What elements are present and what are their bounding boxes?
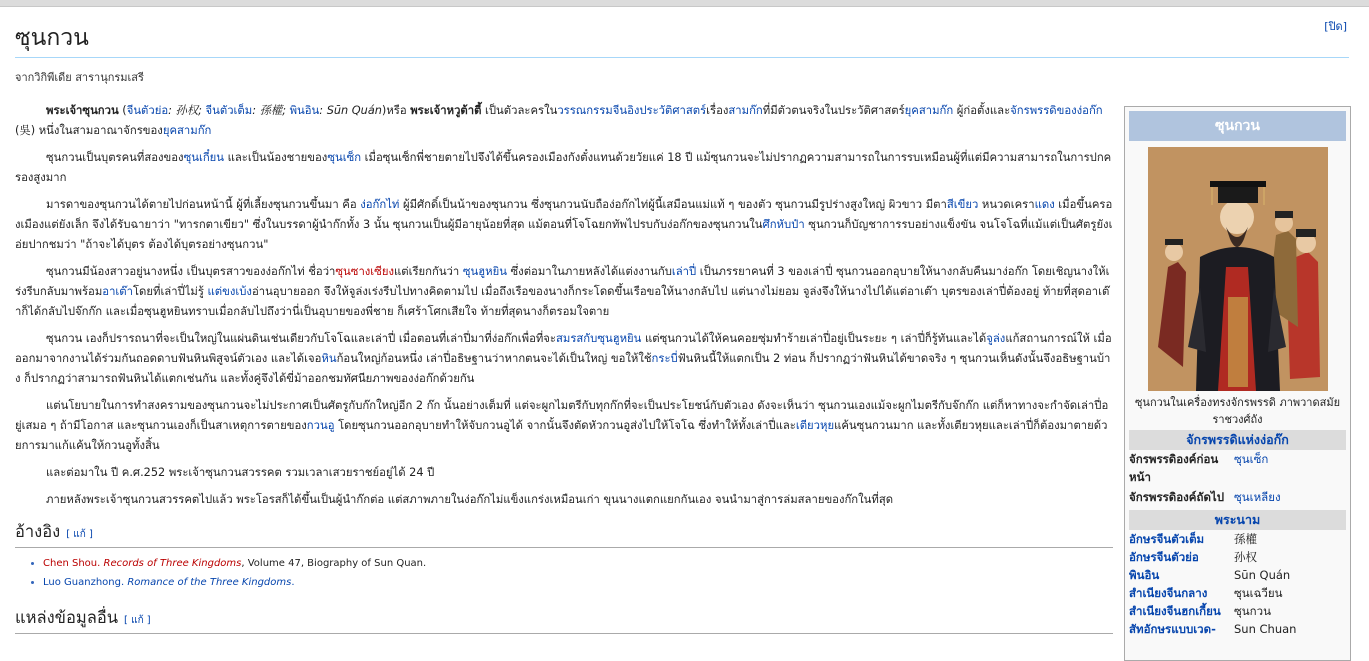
external-links-title: แหล่งข้อมูลอื่น <box>15 608 119 627</box>
intro-paragraph <box>15 101 1113 141</box>
paragraph-family <box>15 148 1113 188</box>
edit-references-link[interactable]: [ แก้ ] <box>66 529 93 540</box>
infobox-section-names[interactable]: พระนาม <box>1129 510 1346 530</box>
text-fragment: และเป็นน้องชายของ <box>224 151 328 164</box>
references-title: อ้างอิง <box>15 522 61 541</box>
name-value: Sūn Quán <box>1234 568 1291 582</box>
name-label-link[interactable]: สำเนียงจีนกลาง <box>1129 586 1208 600</box>
name-value: 孫權 <box>1234 532 1257 546</box>
link-marriage[interactable]: สมรสกับซุนฮูหยิน <box>556 332 642 345</box>
link-three-kingdoms-era-2[interactable]: ยุคสามก๊ก <box>162 124 212 137</box>
link-zhang-fei[interactable]: เตียวหุย <box>795 419 835 432</box>
successor-label: จักรพรรดิองค์ถัดไป <box>1129 490 1225 504</box>
text-fragment: เป็นภรรยาคนที่ 3 ของเล่าปี่ ซุนกวนออกอุบายให้นางกลับคืนมาง่อก๊ก โดยเชิญนางให้เร่งรีบกลับมาพร้อม <box>15 265 1110 298</box>
text-fragment: ฟันหินนี้ให้แตกเป็น 2 ท่อน ก็ปรากฏว่าฟันหินได้ขาดจริง ๆ ซุนกวนเห็นดังนั้นจึงอธิษฐานบ้าง ก็ปรากฏว่าสามารถฟันหินได้แตกเช่นกัน และทั้งคู่จึงได้ขี่ม้าออกชมทัศนียภาพของง่อก๊กด้วยกัน <box>15 352 1111 385</box>
text-fragment: อ่านอุบายออก จึงให้จูล่งเร่งรีบไปทางคิดตามไป เมื่อถึงเรือของนางก็กระโดดขึ้นเรือขอให้นางกลับไป แต่นางไม่ยอม จูล่งจึงให้นางไปได้แต่อาเต๊า บุตรของเล่าปี่ต้องอยู่ ท้ายที่สุดอาเต๊าก็ได้กลับไปจ๊กก๊ก และเมื่อซุนฮูหยินทราบเมื่อกลับไปถึงว่านี่เป็นอุบายของพี่ชาย ก็เศร้าโศกเสียใจ ท้ายที่สุดนางก็ตรอมใจตาย <box>15 285 1110 318</box>
link-liu-bei[interactable]: เล่าปี่ <box>671 265 697 278</box>
article-subject: พระเจ้าซุนกวน <box>46 104 119 117</box>
link-battle-of-hefei[interactable]: ศึกหับป๋า <box>762 218 805 231</box>
text-fragment: ซุนกวนก็บัญชาการรบอย่างแข็งขัน จนโจโฉที่แม้แต่เป็นศัตรูยังเอ่ยปากชมว่า "ถ้าจะได้บุตร ต้องได้บุตรอย่างซุนกวน" <box>15 218 1113 251</box>
link-a-dou[interactable]: อาเต๊า <box>102 285 133 298</box>
link-sun-jian[interactable]: ซุนเกี๋ยน <box>183 151 225 164</box>
name-row <box>1129 530 1346 548</box>
successor-row <box>1129 488 1346 506</box>
name-label-link[interactable]: สัทอักษรแบบเวด- <box>1129 622 1216 636</box>
name-label-link[interactable]: สำเนียงจีนฮกเกี้ยน <box>1129 604 1221 618</box>
text-fragment: เป็นตัวละครใน <box>481 104 558 117</box>
link-samkok[interactable]: สามก๊ก <box>728 104 763 117</box>
link-green[interactable]: สีเขียว <box>946 198 979 211</box>
pinyin-value: Sūn Quán <box>326 104 382 117</box>
link-three-kingdoms-era[interactable]: ยุคสามก๊ก <box>904 104 954 117</box>
paragraph-ambition <box>15 329 1113 389</box>
paragraph-policy <box>15 396 1113 456</box>
name-row <box>1129 548 1346 566</box>
predecessor-link[interactable]: ซุนเซ็ก <box>1234 452 1269 466</box>
link-zhuge-liang[interactable]: แต่ขงเบ้ง <box>207 285 252 298</box>
text-fragment: ซุนกวนมีน้องสาวอยู่นางหนึ่ง เป็นบุตรสาวของง่อก๊กไท่ ชื่อว่า <box>46 265 336 278</box>
link-chinese-simplified[interactable]: จีนตัวย่อ <box>126 104 169 117</box>
text-fragment: ผู้มีศักดิ์เป็นน้าของซุนกวน ซึ่งซุนกวนนับถือง่อก๊กไท่ผู้นี้เสมือนแม่แท้ ๆ ของตัว ซุนกวนมีรูปร่างสูงใหญ่ ผิวขาว มีตา <box>399 198 947 211</box>
paragraph-upbringing <box>15 195 1113 255</box>
link-lady-wu[interactable]: ง่อก๊กไท่ <box>360 198 400 211</box>
paragraph-death: และต่อมาใน ปี ค.ศ.252 พระเจ้าซุนกวนสวรรคต รวมเวลาเสวยราชย์อยู่ได้ 24 ปี <box>46 466 435 479</box>
text-fragment: แต่เรียกกันว่า <box>393 265 463 278</box>
name-row <box>1129 566 1346 584</box>
text-fragment: (吳) หนึ่งในสามอาณาจักรของ <box>15 124 163 137</box>
top-bar <box>0 0 1369 7</box>
text-fragment: ซุนกวนเป็นบุตรคนที่สองของ <box>46 151 184 164</box>
link-guan-yu[interactable]: กวนอู <box>306 419 335 432</box>
text-fragment: ซุนกวน เองก็ปรารถนาที่จะเป็นใหญ่ในแผ่นดินเช่นเดียวกับโจโฉและเล่าปี่ เมื่อตอนที่เล่าปี่มาที่ง่อก๊กเพื่อที่จะ <box>46 332 556 345</box>
text-fragment: แก้สถานการณ์ให้ เมื่อออกมาจากงานได้ร่วมกันถอดดาบฟันหินพิสูจน์ตัวเอง และได้เจอ <box>15 332 1112 365</box>
reference-work[interactable]: Records of Three Kingdoms <box>103 558 242 569</box>
text-fragment: แต่นโยบายในการทำสงครามของซุนกวนจะไม่ประกาศเป็นศัตรูกับก๊กใหญ่อีก 2 ก๊ก นั้นอย่างเต็มที่ แต่จะผูกไมตรีกับทุกก๊กที่จะเป็นประโยชน์กับตัวเอง ดังจะเห็นว่า ซุนกวนเองแม้จะผูกไมตรีกับจ๊กก๊ก แต่ก็หาทางจะกำจัดเล่าปี่อยู่เสมอ ๆ ถ้ามีโอกาส และซุนกวนเองก็เป็นสาเหตุการตายของ <box>15 399 1109 432</box>
text-fragment: เมื่อซุนเซ็กพี่ชายตายไปจึงได้ขึ้นครองเมืองกังตั๋งแทนด้วยวัยแค่ 18 ปี แม้ซุนกวนจะไม่ปรากฏความสามารถในการรบเหมือนผู้ที่แต่มีความสามารถในการปกครองสูงมาก <box>15 151 1112 184</box>
name-value: ซุนกวน <box>1234 604 1271 618</box>
reference-work[interactable]: Romance of the Three Kingdoms <box>127 577 292 588</box>
chinese-simplified-value: : 孙权; <box>168 104 206 117</box>
predecessor-row <box>1129 450 1346 486</box>
name-label-link[interactable]: อักษรจีนตัวเต็ม <box>1129 532 1205 546</box>
link-sword[interactable]: กระบี่ <box>651 352 678 365</box>
text-fragment: แต่ซุนกวนได้ให้คนคอยซุ่มทำร้ายเล่าปี่อยู่เป็นระยะ ๆ เล่าปี่ก็รู้ทันและได้ <box>641 332 987 345</box>
text-fragment: แค้นซุนกวนมาก และทั้งเตียวหุยและเล่าปี่ก็ต้องมาตายด้วยการมาแก้แค้นให้กวนอูทั้งสิ้น <box>15 419 1108 452</box>
references-list <box>15 554 1113 592</box>
close-link[interactable]: [ปิด] <box>1324 20 1347 33</box>
paragraph-sister <box>15 262 1113 322</box>
redlink-sun-shangxiang[interactable]: ซุนซางเซียง <box>335 265 394 278</box>
link-pinyin[interactable]: พินอิน <box>289 104 320 117</box>
name-value: 孙权 <box>1234 550 1257 564</box>
name-value: ซุนเฉวียน <box>1234 586 1283 600</box>
text-fragment: มารดาของซุนกวนได้ตายไปก่อนหน้านี้ ผู้ที่เลี้ยงซุนกวนขึ้นมา คือ <box>46 198 361 211</box>
link-emperor-of-wu[interactable]: จักรพรรดิของง่อก๊ก <box>1010 104 1103 117</box>
alt-name: พระเจ้าหวูต้าตี้ <box>410 104 482 117</box>
infobox-title: ซุนกวน <box>1129 111 1346 141</box>
text-fragment: หนวดเครา <box>978 198 1035 211</box>
reference-detail: , Volume 47, Biography of Sun Quan. <box>241 558 427 569</box>
reference-author[interactable]: Luo Guanzhong. <box>43 577 128 588</box>
reference-item <box>43 554 1113 573</box>
link-red[interactable]: แดง <box>1034 198 1055 211</box>
portrait-image[interactable] <box>1148 147 1328 391</box>
text-fragment: หรือ <box>386 104 411 117</box>
link-historical[interactable]: อิงประวัติศาสตร์ <box>627 104 707 117</box>
reference-item <box>43 573 1113 592</box>
text-fragment: เมื่อขึ้นครองเมืองแต่ยังเล็ก จึงได้รับฉายาว่า "ทารกตาเขียว" ซึ่งในบรรดาผู้นำก๊กทั้ง 3 นั้น ซุนกวนเป็นผู้มีอายุน้อยที่สุด แม้ตอนที่โจโฉยกทัพไปรบกับง่อก๊กของซุนกวนใน <box>15 198 1113 231</box>
name-label-link[interactable]: อักษรจีนตัวย่อ <box>1129 550 1199 564</box>
infobox <box>1124 106 1351 661</box>
text-fragment: โดยที่เล่าปี่ไม่รู้ <box>132 285 208 298</box>
text-fragment: ซึ่งต่อมาในภายหลังได้แต่งงานกับ <box>506 265 672 278</box>
tagline: จากวิกิพีเดีย สารานุกรมเสรี <box>15 71 144 84</box>
chinese-traditional-value: : 孫權; <box>252 104 290 117</box>
reference-detail: . <box>291 577 295 588</box>
text-fragment: ) <box>381 104 387 117</box>
text-fragment: โดยซุนกวนออกอุบายทำให้จับกวนอูได้ จากนั้นจึงตัดหัวกวนอูส่งไปให้โจโฉ ซึ่งทำให้ทั้งเล่าปี่และ <box>334 419 796 432</box>
infobox-section-emperor[interactable]: จักรพรรดิแห่งง่อก๊ก <box>1129 430 1346 450</box>
text-fragment: : <box>319 104 327 117</box>
reference-author[interactable]: Chen Shou. <box>43 558 104 569</box>
predecessor-label: จักรพรรดิองค์ก่อนหน้า <box>1129 452 1219 484</box>
text-fragment: ที่มีตัวตนจริงในประวัติศาสตร์ <box>762 104 905 117</box>
paragraph-aftermath: ภายหลังพระเจ้าซุนกวนสวรรคตไปแล้ว พระโอรสก็ได้ขึ้นเป็นผู้นำก๊กต่อ แต่สภาพภายในง่อก๊กไม่แข็งแกร่งเหมือนเก่า ขุนนางแตกแยกกันเอง จนนำมาสู่การล่มสลายของก๊กในที่สุด <box>46 493 894 506</box>
text-fragment: เรื่อง <box>706 104 729 117</box>
article-body <box>15 101 1113 640</box>
portrait-caption: ซุนกวนในเครื่องทรงจักรพรรดิ ภาพวาดสมัยราชวงศ์ถัง <box>1134 396 1341 426</box>
link-zhao-yun[interactable]: จูล่ง <box>986 332 1006 345</box>
references-heading <box>15 522 1113 548</box>
link-chinese-traditional[interactable]: จีนตัวเต็ม <box>205 104 253 117</box>
name-row <box>1129 620 1346 638</box>
name-row <box>1129 602 1346 620</box>
text-fragment: ( <box>118 104 127 117</box>
text-fragment: ก้อนใหญ่ก้อนหนึ่ง เล่าปี่อธิษฐานว่าหากตนจะได้เป็นใหญ่ ขอให้ใช้ <box>336 352 652 365</box>
name-row <box>1129 584 1346 602</box>
edit-external-links-link[interactable]: [ แก้ ] <box>124 615 151 626</box>
name-value: Sun Chuan <box>1234 622 1297 636</box>
link-sun-ce[interactable]: ซุนเซ็ก <box>327 151 362 164</box>
link-lady-sun[interactable]: ซุนฮูหยิน <box>462 265 507 278</box>
text-fragment: ผู้ก่อตั้งและ <box>953 104 1011 117</box>
successor-link[interactable]: ซุนเหลียง <box>1234 490 1281 504</box>
external-links-heading <box>15 608 1113 634</box>
page-title: ซุนกวน <box>15 22 1349 58</box>
link-stone[interactable]: หิน <box>321 352 337 365</box>
name-label-link[interactable]: พินอิน <box>1129 568 1160 582</box>
link-chinese-literature[interactable]: วรรณกรรมจีน <box>557 104 628 117</box>
